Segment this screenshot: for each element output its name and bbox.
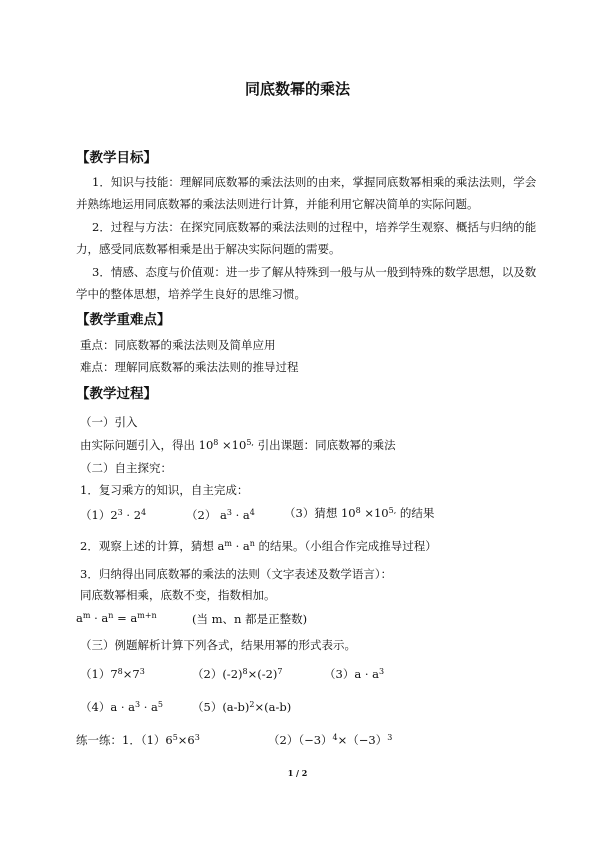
- rule-text: 同底数幂相乘，底数不变，指数相加。: [80, 588, 276, 602]
- example-5: $(5)(a-b)^2\times(a-b)$: [192, 700, 292, 714]
- example-3: $(3)a \cdot a^3$: [324, 667, 385, 681]
- page-title: 同底数幂的乘法: [244, 80, 350, 98]
- rule-formula: $a^m \cdot a^n = a^{m+n}$: [76, 611, 157, 625]
- examples-label: （三）例题解析计算下列各式，结果用幂的形式表示。: [80, 638, 356, 652]
- keypoints-heading: 【教学重难点】: [76, 312, 171, 328]
- intro-text: 由实际问题引入，得出 $10^8 \times 10^{5,}$ 引出课题：同底数幂的乘法: [80, 438, 396, 452]
- objective-3-line-2: 学中的整体思想，培养学生良好的思维习惯。: [76, 287, 306, 301]
- objective-2-line-1: 2．过程与方法：在探究同底数幂的乘法法则的过程中，培养学生观察、概括与归纳的能: [92, 220, 537, 234]
- process-heading: 【教学过程】: [76, 386, 157, 402]
- question-3: （3）猜想 $10^8 \times 10^{5,}$ 的结果: [284, 506, 435, 520]
- step-2: 2．观察上述的计算，猜想 $a^m \cdot a^n$ 的结果。（小组合作完成推导过程）: [80, 539, 437, 553]
- objective-1-line-1: 1．知识与技能：理解同底数幂的乘法法则的由来，掌握同底数幂相乘的乘法法则，学会: [92, 175, 537, 189]
- example-1: $(1)7^8\times 7^3$: [80, 667, 145, 681]
- page-number: 1 / 2: [287, 768, 308, 778]
- practice-2: $(2)(-3)^4\times(-3)^3$: [268, 733, 393, 747]
- objectives-heading: 【教学目标】: [76, 150, 157, 166]
- step-3: 3．归纳得出同底数幂的乘法的法则（文字表述及数学语言）：: [80, 567, 393, 581]
- question-2: （2） $a^3 \cdot a^4$: [186, 508, 255, 522]
- practice-1: 练一练：1．$(1)6^5\times 6^3$: [76, 733, 200, 747]
- objective-3-line-1: 3．情感、态度与价值观：进一步了解从特殊到一般与从一般到特殊的数学思想，以及数: [92, 265, 537, 279]
- focus-text: 重点：同底数幂的乘法法则及简单应用: [80, 338, 276, 352]
- step-1: 1．复习乘方的知识，自主完成：: [80, 483, 249, 497]
- example-4: $(4)a \cdot a^3 \cdot a^5$: [80, 700, 164, 714]
- difficulty-text: 难点：理解同底数幂的乘法法则的推导过程: [80, 360, 299, 374]
- rule-condition: (当 m、n 都是正整数): [192, 612, 308, 626]
- objective-1-line-2: 并熟练地运用同底数幂的乘法法则进行计算，并能利用它解决简单的实际问题。: [76, 197, 479, 211]
- objective-2-line-2: 力，感受同底数幂相乘是出于解决实际问题的需要。: [76, 242, 341, 256]
- explore-label: （二）自主探究：: [80, 461, 172, 475]
- intro-label: （一）引入: [80, 415, 138, 429]
- example-2: $(2)(-2)^8\times(-2)^7$: [192, 667, 283, 681]
- question-1: $(1)2^3 \cdot 2^4$: [80, 508, 147, 522]
